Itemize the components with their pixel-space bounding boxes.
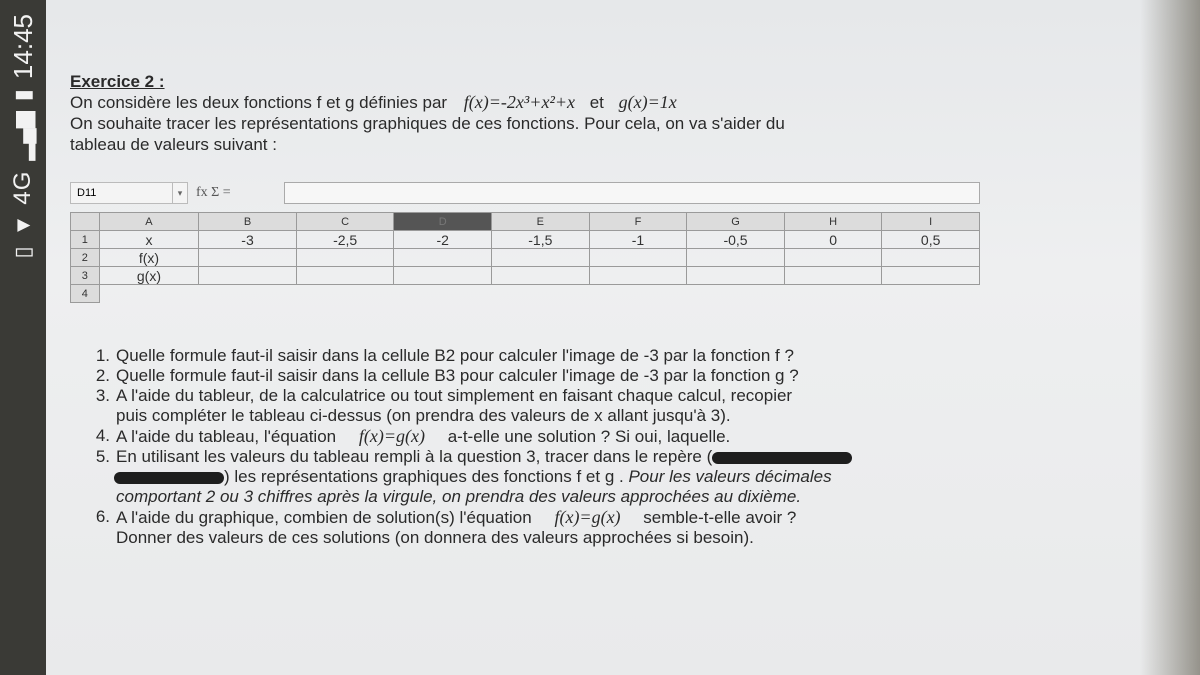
- table-cell[interactable]: [296, 267, 394, 285]
- question-continuation: ) les représentations graphiques des fonctions f et g . Pour les valeurs décimales: [70, 467, 1030, 487]
- equation: f(x)=g(x): [358, 426, 425, 446]
- table-cell[interactable]: [99, 285, 199, 303]
- signal-icon: ▂▄▆: [10, 111, 35, 161]
- exercise-header: [70, 72, 1000, 155]
- table-cell[interactable]: [687, 249, 785, 267]
- intro-line-3: tableau de valeurs suivant :: [70, 135, 277, 154]
- row-header: 1: [71, 231, 100, 249]
- formula-icons: fx Σ =: [196, 185, 231, 200]
- table-cell[interactable]: -1,5: [491, 231, 589, 249]
- formula-bar: [70, 180, 980, 206]
- table-cell[interactable]: -3: [199, 231, 297, 249]
- intro-line: On considère les deux fonctions f et g définies par f(x)=-2x³+x²+x et g(x)=1x: [70, 92, 677, 112]
- clock: 14:45: [7, 14, 38, 80]
- list-item: 5. En utilisant les valeurs du tableau rempli à la question 3, tracer dans le repère (: [70, 447, 1030, 467]
- table-cell[interactable]: [296, 285, 394, 303]
- formula-input[interactable]: [284, 182, 980, 204]
- data-saver-icon: ▼: [10, 214, 35, 237]
- table-cell[interactable]: [784, 249, 881, 267]
- cell-reference-box[interactable]: D11 ▾: [70, 182, 188, 204]
- table-cell[interactable]: [491, 285, 589, 303]
- row-header: 4: [71, 285, 100, 303]
- table-cell[interactable]: -0,5: [687, 231, 785, 249]
- table-cell[interactable]: [882, 249, 980, 267]
- table-row: [71, 267, 980, 285]
- table-row: [71, 249, 980, 267]
- table-cell[interactable]: -1: [589, 231, 687, 249]
- question-continuation: Donner des valeurs de ces solutions (on donnera des valeurs approchées si besoin).: [116, 528, 754, 547]
- intro-line-2: On souhaite tracer les représentations graphiques de ces fonctions. Pour cela, on va s'aider du: [70, 114, 785, 133]
- table-cell[interactable]: [394, 285, 492, 303]
- exercise-title: Exercice 2 :: [70, 72, 165, 91]
- list-item: 4. A l'aide du tableau, l'équation f(x)=g(x) a-t-elle une solution ? Si oui, laquelle.: [95, 426, 731, 446]
- list-item: 1. Quelle formule faut-il saisir dans la cellule B2 pour calculer l'image de -3 par la fonction f ?: [95, 346, 794, 365]
- column-header: A: [99, 213, 199, 231]
- question-list: [70, 346, 1030, 548]
- column-header: I: [882, 213, 980, 231]
- battery-icon: ▮: [10, 89, 35, 102]
- table-cell[interactable]: [394, 249, 492, 267]
- column-header: G: [687, 213, 785, 231]
- table-row: [71, 285, 980, 303]
- table-cell[interactable]: -2,5: [296, 231, 394, 249]
- list-item: 3. A l'aide du tableur, de la calculatrice ou tout simplement en faisant chaque calcul, recopier: [95, 386, 793, 405]
- table-cell[interactable]: -2: [394, 231, 492, 249]
- list-item: 2. Quelle formule faut-il saisir dans la cellule B3 pour calculer l'image de -3 par la fonction g ?: [95, 366, 799, 385]
- table-cell[interactable]: [589, 267, 687, 285]
- row-header: 2: [71, 249, 100, 267]
- table-cell[interactable]: g(x): [99, 267, 199, 285]
- table-cell[interactable]: [296, 249, 394, 267]
- table-cell[interactable]: [784, 285, 881, 303]
- redaction-mark: [114, 472, 224, 484]
- table-cell[interactable]: [687, 285, 785, 303]
- table-cell[interactable]: [491, 249, 589, 267]
- f-formula: f(x)=-2x³+x²+x: [463, 92, 575, 112]
- status-bar: [0, 0, 46, 675]
- question-continuation: comportant 2 ou 3 chiffres après la virgule, on prendra des valeurs approchées au dixième.: [116, 487, 802, 506]
- column-header: E: [491, 213, 589, 231]
- table-row: [71, 231, 980, 249]
- table-cell[interactable]: [199, 249, 297, 267]
- list-item: 6. A l'aide du graphique, combien de solution(s) l'équation f(x)=g(x) semble-t-elle avoir ?: [95, 507, 797, 527]
- table-cell[interactable]: f(x): [99, 249, 199, 267]
- table-cell[interactable]: 0,5: [882, 231, 980, 249]
- column-header-row: [71, 213, 980, 231]
- table-cell[interactable]: [589, 285, 687, 303]
- table-cell[interactable]: [882, 267, 980, 285]
- table-cell[interactable]: [199, 285, 297, 303]
- equation: f(x)=g(x): [554, 507, 621, 527]
- network-type: 4G: [9, 170, 36, 205]
- row-header: 3: [71, 267, 100, 285]
- question-continuation: puis compléter le tableau ci-dessus (on prendra des valeurs de x allant jusqu'à 3).: [116, 406, 731, 425]
- table-cell[interactable]: [882, 285, 980, 303]
- column-header: B: [199, 213, 297, 231]
- column-header-selected: D: [394, 213, 492, 231]
- vibrate-icon: ▯: [10, 246, 35, 259]
- table-cell[interactable]: [784, 267, 881, 285]
- table-cell[interactable]: 0: [784, 231, 881, 249]
- values-table: [70, 212, 980, 303]
- table-cell[interactable]: [199, 267, 297, 285]
- redaction-mark: [712, 452, 852, 464]
- column-header: H: [784, 213, 881, 231]
- column-header: C: [296, 213, 394, 231]
- table-cell[interactable]: [589, 249, 687, 267]
- chevron-down-icon[interactable]: ▾: [172, 183, 187, 203]
- g-formula: g(x)=1x: [618, 92, 677, 112]
- table-cell[interactable]: [687, 267, 785, 285]
- table-cell[interactable]: x: [99, 231, 199, 249]
- table-cell[interactable]: [491, 267, 589, 285]
- column-header: F: [589, 213, 687, 231]
- spreadsheet: [70, 180, 980, 303]
- table-cell[interactable]: [394, 267, 492, 285]
